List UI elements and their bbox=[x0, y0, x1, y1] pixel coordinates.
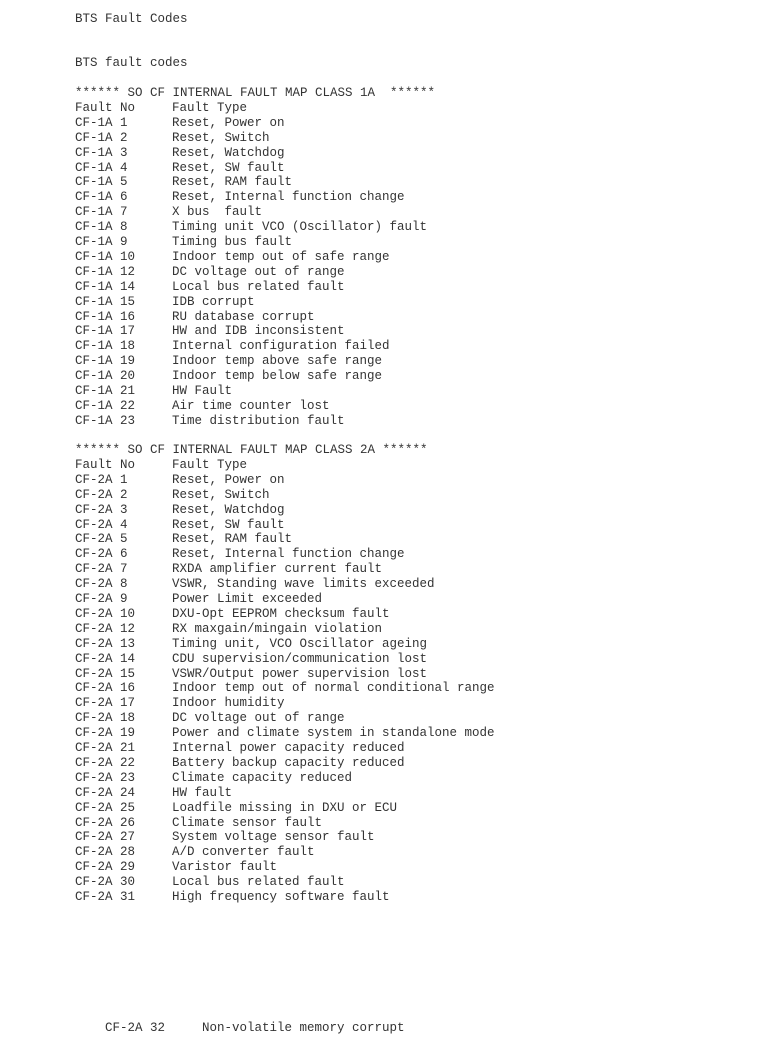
fault-type: Timing unit VCO (Oscillator) fault bbox=[172, 220, 428, 235]
document-title: BTS Fault Codes bbox=[75, 12, 188, 26]
section-banner: ****** SO CF INTERNAL FAULT MAP CLASS 1A ****** bbox=[75, 86, 436, 100]
fault-code: CF-1A 18 bbox=[75, 339, 136, 354]
fault-code: CF-1A 15 bbox=[75, 294, 136, 309]
fault-code: CF-2A 2 bbox=[75, 487, 128, 502]
fault-code: CF-2A 29 bbox=[75, 860, 136, 875]
fault-row bbox=[75, 875, 345, 890]
fault-row bbox=[75, 116, 285, 131]
fault-row bbox=[75, 637, 427, 652]
fault-code: CF-2A 31 bbox=[75, 890, 136, 904]
fault-code: CF-2A 5 bbox=[75, 532, 128, 547]
fault-type: Power and climate system in standalone mode bbox=[172, 726, 495, 741]
fault-code: CF-2A 6 bbox=[75, 547, 128, 562]
fault-type: Battery backup capacity reduced bbox=[172, 755, 405, 770]
fault-code: CF-1A 20 bbox=[75, 369, 136, 384]
fault-row bbox=[75, 667, 427, 682]
fault-row bbox=[75, 369, 382, 384]
fault-type: Reset, Power on bbox=[172, 115, 285, 130]
fault-type: HW fault bbox=[172, 785, 233, 800]
fault-type: RX maxgain/mingain violation bbox=[172, 621, 383, 636]
fault-type: A/D converter fault bbox=[172, 845, 315, 860]
footer-fault-row bbox=[75, 1006, 405, 1035]
fault-type: DC voltage out of range bbox=[172, 264, 345, 279]
fault-row bbox=[75, 280, 345, 295]
fault-code: CF-2A 4 bbox=[75, 517, 128, 532]
fault-code: CF-1A 22 bbox=[75, 398, 136, 413]
fault-type: Indoor temp out of safe range bbox=[172, 249, 390, 264]
fault-code: CF-1A 8 bbox=[75, 220, 128, 235]
column-header-fault-type: Fault Type bbox=[172, 457, 248, 472]
fault-row bbox=[75, 801, 397, 816]
fault-type: Reset, Switch bbox=[172, 487, 270, 502]
column-header-fault-type: Fault Type bbox=[172, 100, 248, 115]
fault-code: CF-2A 13 bbox=[75, 636, 136, 651]
fault-type: IDB corrupt bbox=[172, 294, 255, 309]
fault-row bbox=[75, 696, 285, 711]
fault-code: CF-2A 9 bbox=[75, 592, 128, 606]
fault-code: CF-2A 26 bbox=[75, 815, 136, 830]
fault-code: CF-2A 24 bbox=[75, 785, 136, 800]
fault-type: Indoor temp below safe range bbox=[172, 369, 383, 384]
fault-code: CF-2A 30 bbox=[75, 875, 136, 890]
fault-code: CF-2A 25 bbox=[75, 800, 136, 815]
fault-code: CF-1A 3 bbox=[75, 145, 128, 160]
fault-code: CF-1A 1 bbox=[75, 115, 128, 130]
fault-code: CF-2A 7 bbox=[75, 562, 128, 577]
fault-code: CF-1A 10 bbox=[75, 249, 136, 264]
fault-row bbox=[75, 295, 255, 310]
fault-code: CF-1A 2 bbox=[75, 130, 128, 145]
fault-row bbox=[75, 265, 345, 280]
fault-type: Climate capacity reduced bbox=[172, 770, 353, 785]
fault-row bbox=[75, 310, 315, 325]
fault-type: Time distribution fault bbox=[172, 413, 345, 428]
fault-row bbox=[75, 190, 405, 205]
fault-code: CF-2A 28 bbox=[75, 845, 136, 860]
column-header-row bbox=[75, 458, 247, 473]
fault-row bbox=[75, 830, 375, 845]
fault-type: Reset, RAM fault bbox=[172, 175, 293, 190]
fault-code: CF-2A 18 bbox=[75, 711, 136, 726]
fault-type: Reset, SW fault bbox=[172, 160, 285, 175]
fault-type: Loadfile missing in DXU or ECU bbox=[172, 800, 398, 815]
fault-row bbox=[75, 250, 390, 265]
fault-type: Air time counter lost bbox=[172, 398, 330, 413]
fault-row bbox=[75, 235, 292, 250]
fault-row bbox=[75, 399, 330, 414]
fault-code: CF-2A 1 bbox=[75, 472, 128, 487]
section-banner: ****** SO CF INTERNAL FAULT MAP CLASS 2A ****** bbox=[75, 443, 428, 457]
fault-code: CF-1A 14 bbox=[75, 279, 136, 294]
fault-type: Power Limit exceeded bbox=[172, 592, 323, 606]
fault-type: Non-volatile memory corrupt bbox=[202, 1021, 405, 1035]
fault-row bbox=[75, 652, 427, 667]
fault-row bbox=[75, 816, 322, 831]
fault-code: CF-1A 6 bbox=[75, 190, 128, 205]
fault-row bbox=[75, 771, 352, 786]
fault-row bbox=[75, 161, 285, 176]
fault-code: CF-1A 7 bbox=[75, 205, 128, 220]
fault-row bbox=[75, 175, 292, 190]
fault-type: Indoor temp out of normal conditional range bbox=[172, 681, 495, 696]
fault-row bbox=[75, 890, 390, 905]
fault-type: RXDA amplifier current fault bbox=[172, 562, 383, 577]
fault-type: Climate sensor fault bbox=[172, 815, 323, 830]
column-header-fault-no: Fault No bbox=[75, 457, 136, 472]
fault-type: Local bus related fault bbox=[172, 875, 345, 890]
fault-type: Indoor humidity bbox=[172, 696, 285, 711]
fault-code: CF-2A 21 bbox=[75, 741, 136, 755]
fault-row bbox=[75, 384, 232, 399]
fault-code: CF-2A 8 bbox=[75, 577, 128, 592]
fault-code: CF-2A 14 bbox=[75, 651, 136, 666]
fault-row bbox=[75, 845, 315, 860]
fault-type: DXU-Opt EEPROM checksum fault bbox=[172, 606, 390, 621]
fault-code: CF-1A 9 bbox=[75, 235, 128, 249]
fault-type: Reset, Watchdog bbox=[172, 502, 285, 517]
fault-code: CF-2A 27 bbox=[75, 830, 136, 845]
fault-type: Varistor fault bbox=[172, 860, 278, 875]
fault-code: CF-2A 15 bbox=[75, 666, 136, 681]
fault-row bbox=[75, 562, 382, 577]
fault-type: Local bus related fault bbox=[172, 279, 345, 294]
fault-type: CDU supervision/communication lost bbox=[172, 651, 428, 666]
fault-code: CF-2A 17 bbox=[75, 696, 136, 711]
fault-type: X bus fault bbox=[172, 205, 263, 220]
fault-type: VSWR/Output power supervision lost bbox=[172, 666, 428, 681]
fault-type: Internal configuration failed bbox=[172, 339, 390, 354]
fault-code: CF-1A 12 bbox=[75, 264, 136, 279]
fault-row bbox=[75, 681, 495, 696]
fault-code: CF-1A 16 bbox=[75, 309, 136, 324]
fault-row bbox=[75, 741, 405, 756]
fault-type: Indoor temp above safe range bbox=[172, 354, 383, 369]
column-header-fault-no: Fault No bbox=[75, 100, 136, 115]
fault-code: CF-2A 32 bbox=[105, 1021, 166, 1035]
fault-type: Reset, Internal function change bbox=[172, 547, 405, 562]
fault-type: High frequency software fault bbox=[172, 890, 390, 904]
fault-type: DC voltage out of range bbox=[172, 711, 345, 726]
fault-row bbox=[75, 354, 382, 369]
fault-row bbox=[75, 131, 270, 146]
fault-code: CF-1A 17 bbox=[75, 324, 136, 339]
fault-code: CF-1A 19 bbox=[75, 354, 136, 369]
fault-row bbox=[75, 220, 427, 235]
fault-row bbox=[75, 622, 382, 637]
fault-row bbox=[75, 205, 262, 220]
column-header-row bbox=[75, 101, 247, 116]
fault-row bbox=[75, 339, 390, 354]
fault-row bbox=[75, 488, 270, 503]
fault-row bbox=[75, 324, 345, 339]
fault-code: CF-2A 12 bbox=[75, 621, 136, 636]
fault-type: Reset, Watchdog bbox=[172, 145, 285, 160]
fault-row bbox=[75, 146, 285, 161]
fault-code: CF-1A 4 bbox=[75, 160, 128, 175]
fault-type: Reset, SW fault bbox=[172, 517, 285, 532]
fault-row bbox=[75, 726, 495, 741]
fault-row bbox=[75, 503, 285, 518]
fault-type: System voltage sensor fault bbox=[172, 830, 375, 845]
fault-row bbox=[75, 592, 322, 607]
fault-type: Internal power capacity reduced bbox=[172, 741, 405, 755]
fault-row bbox=[75, 860, 277, 875]
fault-type: Reset, Internal function change bbox=[172, 190, 405, 205]
fault-type: Timing unit, VCO Oscillator ageing bbox=[172, 636, 428, 651]
fault-row bbox=[75, 577, 435, 592]
fault-type: VSWR, Standing wave limits exceeded bbox=[172, 577, 435, 592]
fault-row bbox=[75, 473, 285, 488]
fault-code: CF-2A 19 bbox=[75, 726, 136, 741]
fault-code: CF-2A 23 bbox=[75, 770, 136, 785]
fault-type: HW Fault bbox=[172, 384, 233, 398]
fault-code: CF-1A 23 bbox=[75, 413, 136, 428]
fault-row bbox=[75, 786, 232, 801]
fault-row bbox=[75, 518, 285, 533]
fault-row bbox=[75, 532, 292, 547]
fault-type: HW and IDB inconsistent bbox=[172, 324, 345, 339]
fault-row bbox=[75, 756, 405, 771]
fault-code: CF-2A 3 bbox=[75, 502, 128, 517]
fault-type: RU database corrupt bbox=[172, 309, 315, 324]
fault-code: CF-2A 10 bbox=[75, 606, 136, 621]
fault-row bbox=[75, 607, 390, 622]
page-heading: BTS fault codes bbox=[75, 56, 188, 70]
fault-code: CF-2A 22 bbox=[75, 755, 136, 770]
fault-type: Reset, Power on bbox=[172, 472, 285, 487]
fault-row bbox=[75, 711, 345, 726]
fault-type: Reset, RAM fault bbox=[172, 532, 293, 547]
fault-type: Reset, Switch bbox=[172, 130, 270, 145]
fault-row bbox=[75, 414, 345, 429]
fault-code: CF-1A 21 bbox=[75, 384, 136, 398]
fault-row bbox=[75, 547, 405, 562]
fault-code: CF-2A 16 bbox=[75, 681, 136, 696]
fault-code: CF-1A 5 bbox=[75, 175, 128, 190]
fault-type: Timing bus fault bbox=[172, 235, 293, 249]
